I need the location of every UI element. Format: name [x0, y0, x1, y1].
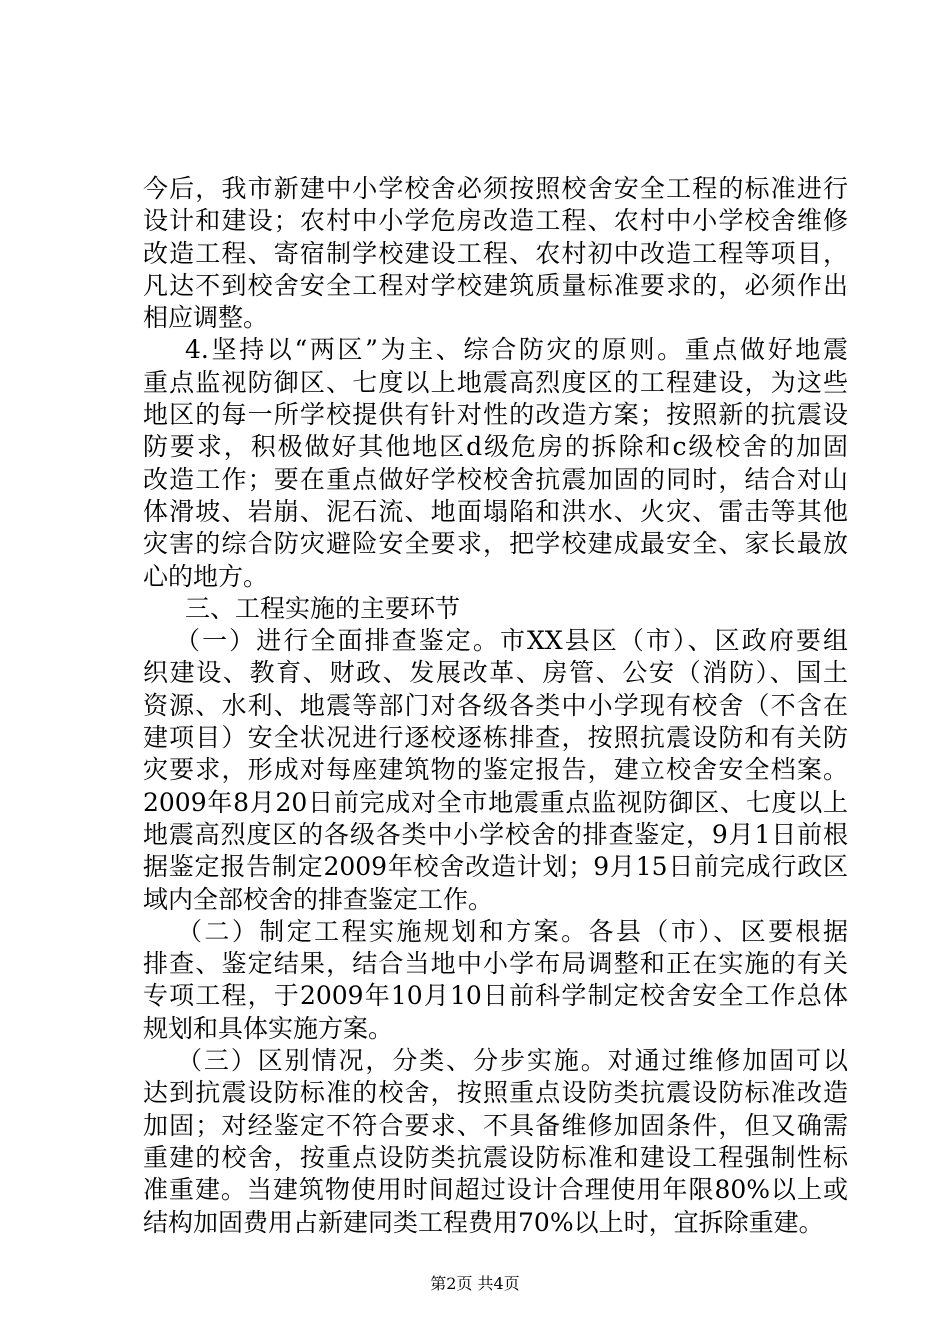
text-line: 改造工程、寄宿制学校建设工程、农村初中改造工程等项目， [143, 238, 848, 268]
text-line: 建项目）安全状况进行逐校逐栋排查，按照抗震设防和有关防 [143, 723, 848, 753]
text-line: 结构加固费用占新建同类工程费用70%以上时，宜拆除重建。 [143, 1207, 824, 1237]
text-line: 心的地方。 [143, 561, 269, 591]
text-line: 重建的校舍，按重点设防类抗震设防标准和建设工程强制性标 [143, 1142, 848, 1172]
text-line: 地区的每一所学校提供有针对性的改造方案；按照新的抗震设 [143, 400, 848, 430]
document-body [143, 173, 848, 1239]
text-line: 资源、水利、地震等部门对各级各类中小学现有校舍（不含在 [143, 690, 848, 720]
text-line: 加固；对经鉴定不符合要求、不具备维修加固条件，但又确需 [143, 1110, 848, 1140]
text-line: （一）进行全面排查鉴定。市XX县区（市）、区政府要组 [175, 626, 848, 656]
text-line: 灾要求，形成对每座建筑物的鉴定报告，建立校舍安全档案。 [143, 755, 848, 785]
text-line: 改造工作；要在重点做好学校校舍抗震加固的同时，结合对山 [143, 464, 848, 494]
text-line: 灾害的综合防灾避险安全要求，把学校建成最安全、家长最放 [143, 529, 848, 559]
text-line: 设计和建设；农村中小学危房改造工程、农村中小学校舍维修 [143, 206, 848, 236]
text-line: 防要求，积极做好其他地区d级危房的拆除和c级校舍的加固 [143, 432, 848, 462]
text-line: 达到抗震设防标准的校舍，按照重点设防类抗震设防标准改造 [143, 1078, 848, 1108]
page-footer [0, 1271, 950, 1294]
text-line: 地震高烈度区的各级各类中小学校舍的排查鉴定，9月1日前根 [143, 819, 848, 849]
text-line: 相应调整。 [143, 303, 269, 333]
text-line: 三、工程实施的主要环节 [185, 593, 461, 623]
text-line: 重点监视防御区、七度以上地震高烈度区的工程建设，为这些 [143, 367, 848, 397]
text-line: 排查、鉴定结果，结合当地中小学布局调整和正在实施的有关 [143, 949, 848, 979]
paragraph [143, 1045, 848, 1239]
text-line: 专项工程，于2009年10月10日前科学制定校舍安全工作总体 [143, 981, 848, 1011]
paragraph [143, 334, 848, 592]
section-heading [143, 593, 848, 625]
text-line: 准重建。当建筑物使用时间超过设计合理使用年限80%以上或 [143, 1175, 848, 1205]
text-line: 织建设、教育、财政、发展改革、房管、公安（消防）、国土 [143, 658, 848, 688]
text-line: （二）制定工程实施规划和方案。各县（市）、区要根据 [177, 916, 848, 946]
paragraph [143, 173, 848, 334]
paragraph [143, 625, 848, 916]
text-line: 2009年8月20日前完成对全市地震重点监视防御区、七度以上 [143, 787, 848, 817]
text-line: 域内全部校舍的排查鉴定工作。 [143, 884, 494, 914]
text-line: 4.坚持以“两区”为主、综合防灾的原则。重点做好地震 [185, 335, 848, 365]
paragraph [143, 916, 848, 1045]
text-line: 据鉴定报告制定2009年校舍改造计划；9月15日前完成行政区 [143, 852, 848, 882]
text-line: 今后，我市新建中小学校舍必须按照校舍安全工程的标准进行 [143, 174, 848, 203]
text-line: （三）区别情况，分类、分步实施。对通过维修加固可以 [177, 1046, 848, 1076]
text-line: 体滑坡、岩崩、泥石流、地面塌陷和洪水、火灾、雷击等其他 [143, 496, 848, 526]
text-line: 凡达不到校舍安全工程对学校建筑质量标准要求的，必须作出 [143, 270, 848, 300]
text-line: 规划和具体实施方案。 [143, 1013, 394, 1043]
page-number: 第2页 共4页 [430, 1274, 520, 1293]
